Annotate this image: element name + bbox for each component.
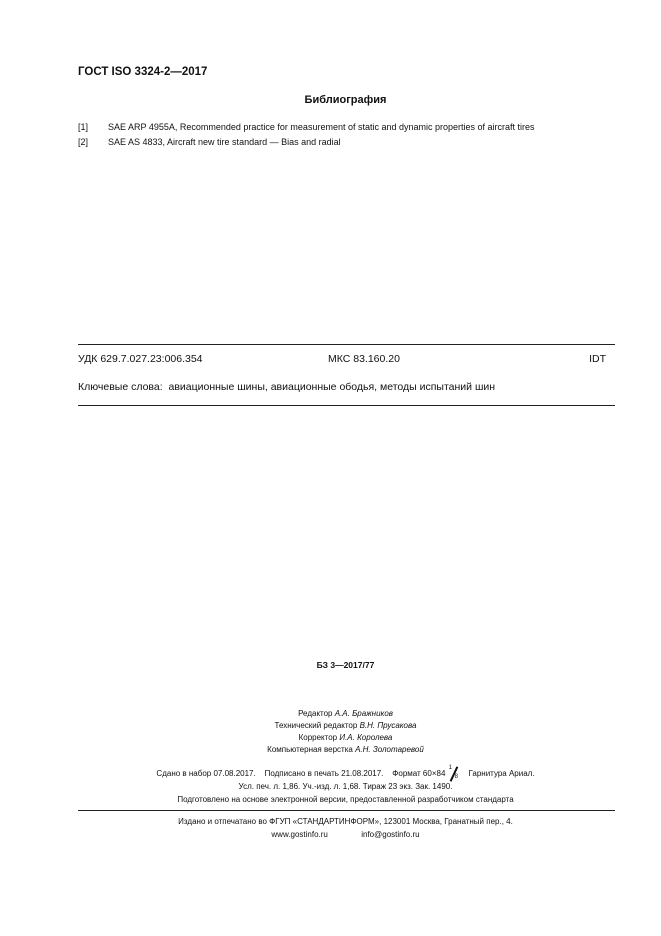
top-divider [78,344,615,345]
bibliography-item [78,137,341,147]
bottom-divider [78,405,615,406]
standard-code: ГОСТ ISO 3324-2—2017 [78,66,208,78]
credit-person: А.Н. Золотаревой [355,745,424,754]
format-fraction [448,765,460,780]
bibliography-item [78,122,535,132]
credit-label: Редактор [298,709,333,718]
idt-label: IDT [589,353,606,365]
credit-corrector [0,733,661,742]
credit-person: И.А. Королева [339,733,393,742]
print-info-line-3: Подготовлено на основе электронной версии, предоставленной разработчиком стандарта [177,795,514,804]
keywords-row [78,381,495,393]
bibliography-item-text: SAE AS 4833, Aircraft new tire standard — Bias and radial [108,137,341,147]
print-info-line-2: Усл. печ. л. 1,86. Уч.-изд. л. 1,68. Тираж 23 экз. Зак. 1490. [238,782,453,791]
credit-tech-editor [0,721,661,730]
bibliography-item-number: [2] [78,137,89,147]
print-info-line-1 [0,765,661,780]
keywords-label: Ключевые слова: [78,381,163,393]
website-link[interactable]: www.gostinfo.ru [271,830,328,839]
udk-code: УДК 629.7.027.23:006.354 [78,353,203,365]
bibliography-title: Библиография [304,94,387,106]
credit-person: В.Н. Прусакова [359,721,417,730]
credit-label: Компьютерная верстка [267,745,353,754]
email-link[interactable]: info@gostinfo.ru [361,830,420,839]
bibliography-item-text: SAE ARP 4955A, Recommended practice for measurement of static and dynamic properties of aircraft tires [108,122,535,132]
credit-label: Корректор [298,733,338,742]
publisher-address: Издано и отпечатано во ФГУП «СТАНДАРТИНФОРМ», 123001 Москва, Гранатный пер., 4. [178,817,513,826]
credit-person: А.А. Бражников [334,709,393,718]
publisher-contacts [0,830,661,839]
publisher-divider [78,810,615,811]
fraction-denominator: 8 [454,774,458,780]
typeface: Гарнитура Ариал. [468,769,535,779]
fraction-numerator: 1 [448,765,452,771]
signed-date: Подписано в печать 21.08.2017. [264,769,384,779]
mks-code: МКС 83.160.20 [328,353,400,365]
keywords-text: авиационные шины, авиационные ободья, методы испытаний шин [168,381,496,393]
bibliography-item-number: [1] [78,122,89,132]
format-label: Формат 60×84 [392,769,446,779]
credit-editor [0,709,661,718]
credit-label: Технический редактор [274,721,358,730]
bz-number: БЗ 3—2017/77 [316,660,375,670]
submitted-date: Сдано в набор 07.08.2017. [156,769,256,779]
credit-layout [0,745,661,754]
